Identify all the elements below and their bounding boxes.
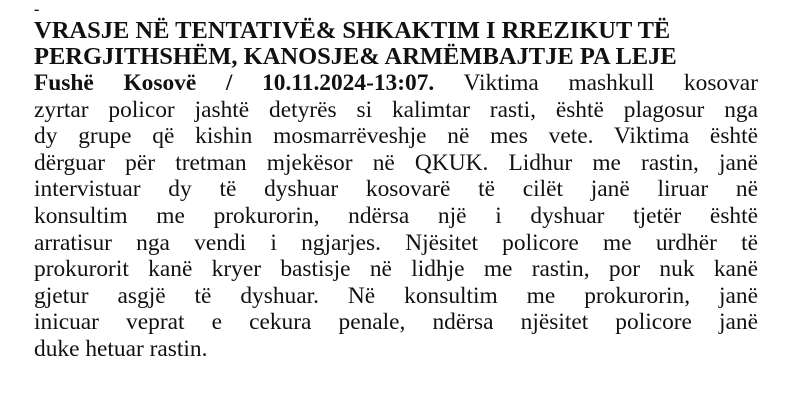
- article-headline: [34, 18, 758, 70]
- body-line-1: [34, 70, 758, 97]
- body-line: inicuar veprat e cekura penale, ndërsa njësitet policore janë: [34, 309, 758, 336]
- body-line: gjetur asgjë të dyshuar. Në konsultim me prokurorin, janë: [34, 282, 758, 309]
- body-line-last: duke hetuar rastin.: [34, 335, 208, 362]
- headline-line-1: VRASJE NË TENTATIVË& SHKAKTIM I RREZIKUT TË: [34, 17, 671, 44]
- body-line: intervistuar dy të dyshuar kosovarë të cilët janë liruar në: [34, 176, 758, 203]
- body-line: zyrtar policor jashtë detyrës si kalimtar rasti, është plagosur nga: [34, 96, 758, 123]
- document-page: [34, 1, 758, 363]
- article-body: [34, 70, 758, 363]
- body-line: dy grupe që kishin mosmarrëveshje në mes vete. Viktima është: [34, 123, 758, 150]
- location-date-lead: Fushë Kosovë / 10.11.2024-13:07.: [34, 70, 435, 96]
- body-first-line-text: Viktima mashkull kosovar: [434, 70, 758, 96]
- top-dash-mark: -: [34, 1, 40, 18]
- body-line: dërguar për tretman mjekësor në QKUK. Lidhur me rastin, janë: [34, 149, 758, 176]
- body-line: konsultim me prokurorin, ndërsa një i dyshuar tjetër është: [34, 202, 758, 229]
- body-line: arratisur nga vendi i ngjarjes. Njësitet policore me urdhër të: [34, 229, 758, 256]
- headline-line-2: PERGJITHSHËM, KANOSJE& ARMËMBAJTJE PA LEJE: [34, 43, 677, 70]
- body-line: prokurorit kanë kryer bastisje në lidhje me rastin, por nuk kanë: [34, 256, 758, 283]
